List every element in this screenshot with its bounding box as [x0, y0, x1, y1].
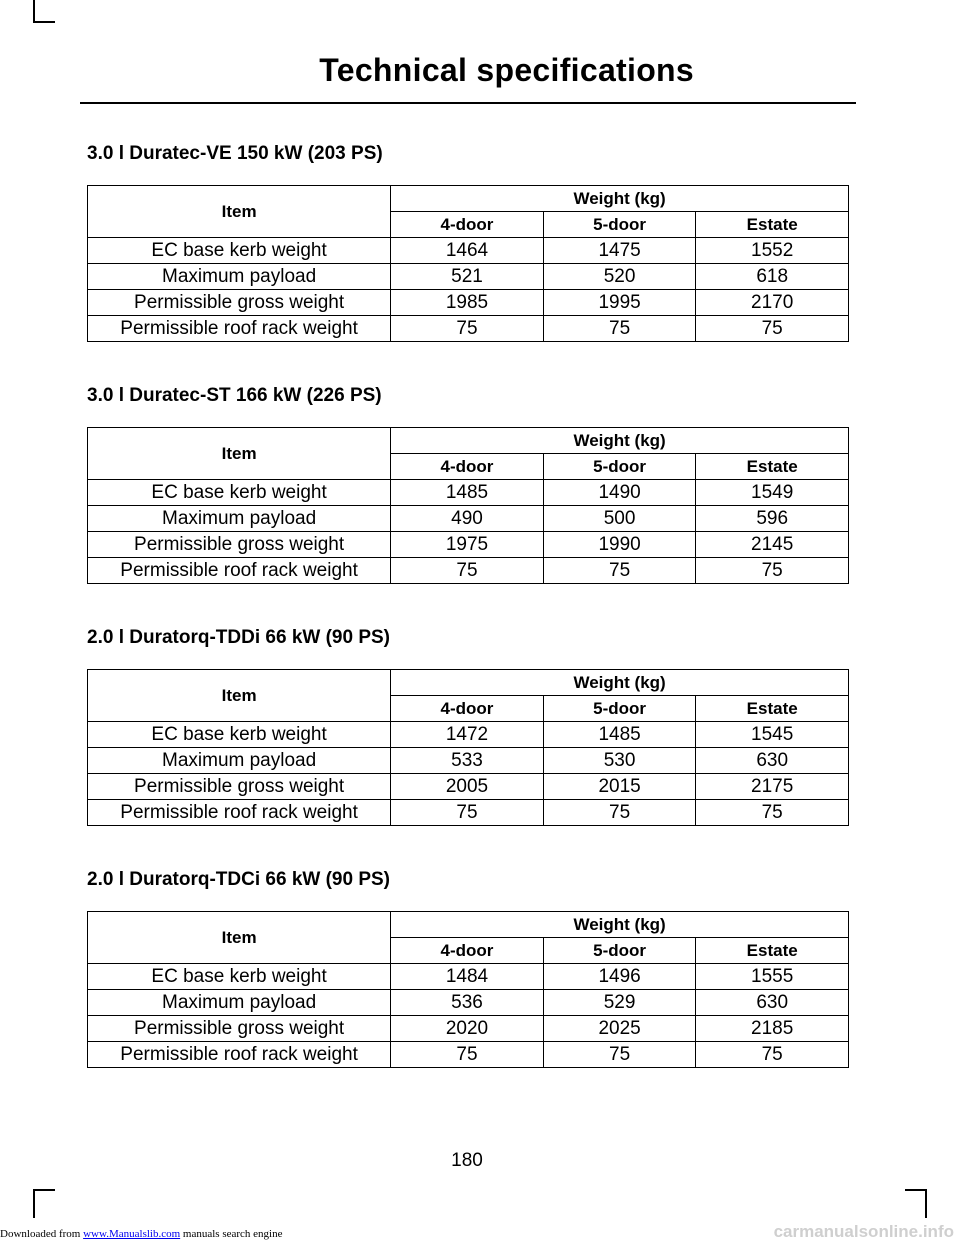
crop-mark-top-left-h [33, 21, 55, 23]
row-label: Maximum payload [88, 990, 391, 1016]
weight-value: 529 [543, 990, 696, 1016]
section-heading: 2.0 l Duratorq-TDDi 66 kW (90 PS) [87, 627, 391, 648]
weight-value: 618 [696, 264, 849, 290]
weight-value: 75 [696, 316, 849, 342]
page-title: Technical specifications [319, 52, 694, 88]
weight-value: 1990 [543, 532, 696, 558]
body-style-column-header: Estate [696, 212, 849, 238]
table-row [88, 1042, 849, 1068]
weight-table [87, 185, 849, 342]
crop-mark-bottom-right-v [925, 1190, 927, 1218]
crop-mark-bottom-left-h [33, 1189, 55, 1191]
weight-table [87, 669, 849, 826]
weight-value: 75 [391, 558, 544, 584]
table-header-row [88, 912, 849, 938]
body-style-column-header: 5-door [543, 938, 696, 964]
weight-value: 520 [543, 264, 696, 290]
table-row [88, 748, 849, 774]
table-row [88, 558, 849, 584]
weight-value: 536 [391, 990, 544, 1016]
crop-mark-bottom-right-h [905, 1189, 927, 1191]
row-label: EC base kerb weight [88, 238, 391, 264]
weight-value: 490 [391, 506, 544, 532]
spec-section [87, 627, 849, 826]
table-row [88, 290, 849, 316]
weight-value: 1552 [696, 238, 849, 264]
table-row [88, 238, 849, 264]
body-style-column-header: 5-door [543, 212, 696, 238]
title-divider [80, 102, 856, 104]
weight-value: 75 [543, 800, 696, 826]
crop-mark-top-left-v [33, 0, 35, 22]
table-row [88, 774, 849, 800]
body-style-column-header: 5-door [543, 696, 696, 722]
body-style-column-header: 5-door [543, 454, 696, 480]
weight-value: 75 [696, 558, 849, 584]
weight-table [87, 911, 849, 1068]
weight-value: 1464 [391, 238, 544, 264]
weight-value: 75 [696, 1042, 849, 1068]
row-label: EC base kerb weight [88, 964, 391, 990]
weight-group-header: Weight (kg) [391, 186, 849, 212]
weight-value: 530 [543, 748, 696, 774]
item-column-header: Item [88, 186, 391, 238]
weight-value: 75 [391, 800, 544, 826]
table-header-row [88, 186, 849, 212]
footer-prefix: Downloaded from [0, 1228, 84, 1240]
weight-value: 75 [543, 316, 696, 342]
body-style-column-header: 4-door [391, 938, 544, 964]
weight-group-header: Weight (kg) [391, 428, 849, 454]
weight-value: 1555 [696, 964, 849, 990]
weight-value: 1485 [543, 722, 696, 748]
weight-value: 2020 [391, 1016, 544, 1042]
spec-section [87, 143, 849, 342]
weight-value: 75 [391, 1042, 544, 1068]
row-label: Permissible roof rack weight [88, 316, 391, 342]
row-label: Permissible gross weight [88, 290, 391, 316]
weight-group-header: Weight (kg) [391, 670, 849, 696]
weight-value: 2005 [391, 774, 544, 800]
weight-table [87, 427, 849, 584]
page-number: 180 [451, 1150, 483, 1171]
weight-value: 630 [696, 990, 849, 1016]
weight-value: 1975 [391, 532, 544, 558]
table-header-row [88, 670, 849, 696]
weight-value: 1484 [391, 964, 544, 990]
table-row [88, 990, 849, 1016]
weight-value: 75 [543, 558, 696, 584]
weight-value: 75 [696, 800, 849, 826]
weight-group-header: Weight (kg) [391, 912, 849, 938]
weight-value: 1545 [696, 722, 849, 748]
weight-value: 2025 [543, 1016, 696, 1042]
weight-value: 596 [696, 506, 849, 532]
weight-value: 2170 [696, 290, 849, 316]
weight-value: 1472 [391, 722, 544, 748]
weight-value: 2015 [543, 774, 696, 800]
row-label: Permissible gross weight [88, 774, 391, 800]
item-column-header: Item [88, 428, 391, 480]
row-label: Permissible roof rack weight [88, 1042, 391, 1068]
weight-value: 1475 [543, 238, 696, 264]
weight-value: 2145 [696, 532, 849, 558]
section-heading: 2.0 l Duratorq-TDCi 66 kW (90 PS) [87, 869, 391, 890]
weight-value: 521 [391, 264, 544, 290]
section-heading: 3.0 l Duratec-VE 150 kW (203 PS) [87, 143, 383, 164]
weight-value: 1496 [543, 964, 696, 990]
row-label: Permissible gross weight [88, 1016, 391, 1042]
table-header-row [88, 428, 849, 454]
body-style-column-header: Estate [696, 454, 849, 480]
table-row [88, 964, 849, 990]
download-footer [0, 1228, 282, 1240]
row-label: Maximum payload [88, 264, 391, 290]
body-style-column-header: Estate [696, 938, 849, 964]
row-label: Maximum payload [88, 506, 391, 532]
crop-mark-bottom-left-v [33, 1190, 35, 1218]
weight-value: 75 [543, 1042, 696, 1068]
watermark: carmanualsonline.info [773, 1222, 954, 1241]
weight-value: 533 [391, 748, 544, 774]
table-row [88, 506, 849, 532]
weight-value: 1995 [543, 290, 696, 316]
row-label: EC base kerb weight [88, 480, 391, 506]
weight-value: 1549 [696, 480, 849, 506]
table-row [88, 800, 849, 826]
table-row [88, 722, 849, 748]
spec-section [87, 385, 849, 584]
table-row [88, 480, 849, 506]
body-style-column-header: 4-door [391, 212, 544, 238]
item-column-header: Item [88, 912, 391, 964]
weight-value: 630 [696, 748, 849, 774]
item-column-header: Item [88, 670, 391, 722]
manualslib-link[interactable]: www.Manualslib.com [83, 1228, 181, 1240]
body-style-column-header: 4-door [391, 454, 544, 480]
table-row [88, 532, 849, 558]
footer-suffix: manuals search engine [180, 1228, 283, 1240]
row-label: Permissible roof rack weight [88, 558, 391, 584]
weight-value: 75 [391, 316, 544, 342]
spec-section [87, 869, 849, 1068]
weight-value: 2185 [696, 1016, 849, 1042]
body-style-column-header: Estate [696, 696, 849, 722]
weight-value: 1490 [543, 480, 696, 506]
weight-value: 2175 [696, 774, 849, 800]
section-heading: 3.0 l Duratec-ST 166 kW (226 PS) [87, 385, 382, 406]
weight-value: 1985 [391, 290, 544, 316]
body-style-column-header: 4-door [391, 696, 544, 722]
row-label: Maximum payload [88, 748, 391, 774]
row-label: EC base kerb weight [88, 722, 391, 748]
table-row [88, 316, 849, 342]
weight-value: 500 [543, 506, 696, 532]
weight-value: 1485 [391, 480, 544, 506]
row-label: Permissible gross weight [88, 532, 391, 558]
table-row [88, 264, 849, 290]
table-row [88, 1016, 849, 1042]
row-label: Permissible roof rack weight [88, 800, 391, 826]
